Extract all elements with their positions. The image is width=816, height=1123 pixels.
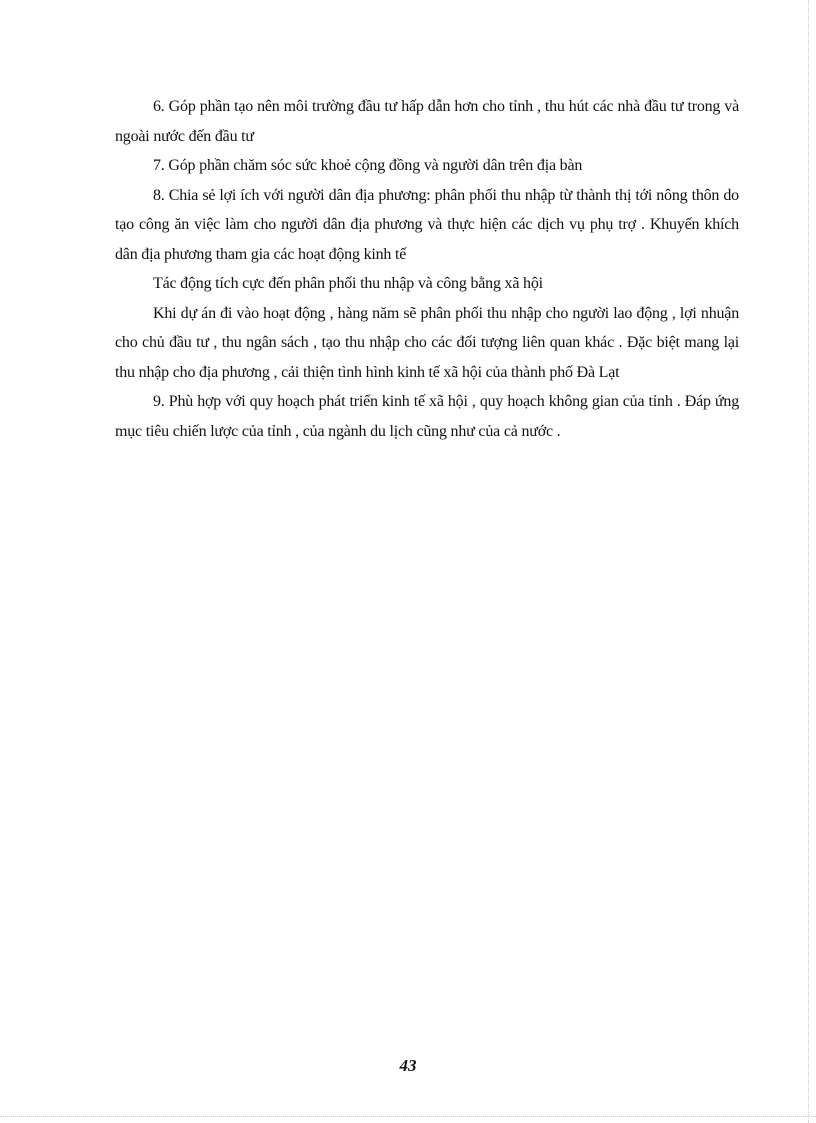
page-border-right xyxy=(808,0,809,1123)
page-number: 43 xyxy=(399,1056,417,1075)
paragraph-item-7: 7. Góp phần chăm sóc sức khoẻ cộng đồng và người dân trên địa bàn xyxy=(153,157,583,174)
page-border-bottom xyxy=(0,1116,816,1117)
paragraph-positive-impact-heading: Tác động tích cực đến phân phối thu nhập và công bằng xã hội xyxy=(153,275,543,292)
paragraph-item-8: 8. Chia sẻ lợi ích với người dân địa phương: phân phối thu nhập từ thành thị tới nông thôn do tạo công ăn việc làm cho người dân địa phương và thực hiện các dịch vụ phụ trợ . Khuyến khích dân địa phương tham gia các hoạt động kinh tế xyxy=(115,186,739,263)
document-body xyxy=(115,92,739,446)
paragraph-item-9: 9. Phù hợp với quy hoạch phát triển kinh tế xã hội , quy hoạch không gian của tỉnh . Đáp ứng mục tiêu chiến lược của tỉnh , của ngành du lịch cũng như của cả nước . xyxy=(115,393,739,440)
paragraph-item-6: 6. Góp phần tạo nên môi trường đầu tư hấp dẫn hơn cho tỉnh , thu hút các nhà đầu tư trong và ngoài nước đến đầu tư xyxy=(115,98,739,145)
paragraph-operation-income: Khi dự án đi vào hoạt động , hàng năm sẽ phân phối thu nhập cho người lao động , lợi nhuận cho chủ đầu tư , thu ngân sách , tạo thu nhập cho các đối tượng liên quan khác . Đặc biệt mang lại thu nhập cho địa phương , cải thiện tình hình kinh tế xã hội của thành phố Đà Lạt xyxy=(115,304,739,381)
